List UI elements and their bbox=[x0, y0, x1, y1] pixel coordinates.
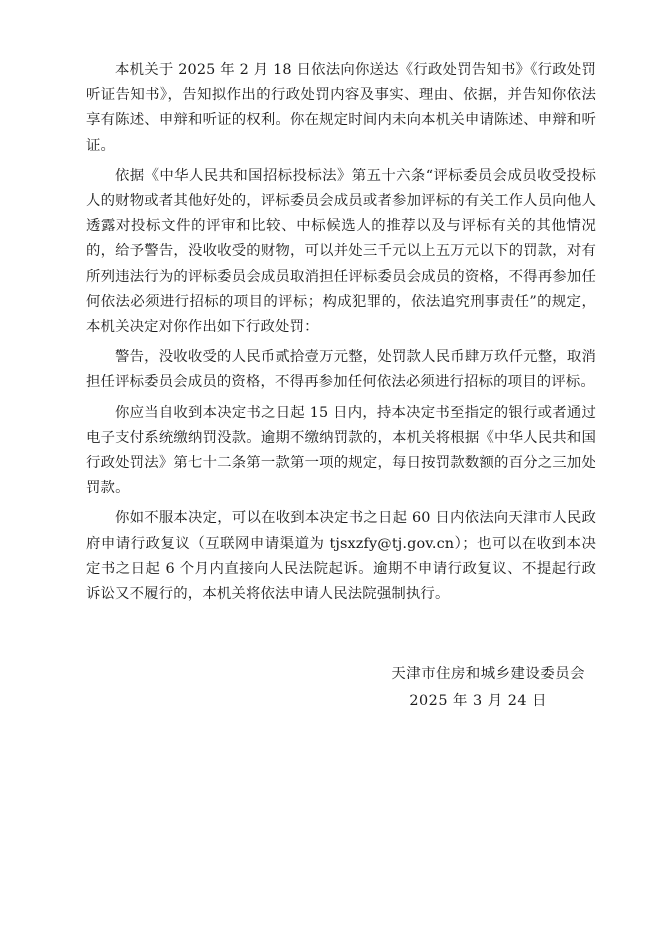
paragraph-notice-history: 本机关于 2025 年 2 月 18 日依法向你送达《行政处罚告知书》《行政处罚听证告知书》，告知拟作出的行政处罚内容及事实、理由、依据，并告知你依法享有陈述、申辩和听证的权利。你在规定时间内未向本机关申请陈述、申辩和听证。 bbox=[86, 62, 596, 154]
paragraph-appeal-rights: 你如不服本决定，可以在收到本决定书之日起 60 日内依法向天津市人民政府申请行政复议（互联网申请渠道为 tjsxzfy@tj.gov.cn）；也可以在收到本决定书之日起 6 个月内直接向人民法院起诉。逾期不申请行政复议、不提起行政诉讼又不履行的，本机关将依法申请人民法院强制执行。 bbox=[86, 510, 596, 603]
paragraph-penalty: 警告，没收收受的人民币贰拾壹万元整，处罚款人民币肆万玖仟元整，取消担任评标委员会成员的资格，不得再参加任何依法必须进行招标的项目的评标。 bbox=[86, 349, 596, 391]
paragraph-legal-basis: 依据《中华人民共和国招标投标法》第五十六条“评标委员会成员收受投标人的财物或者其他好处的，评标委员会成员或者参加评标的有关工作人员向他人透露对投标文件的评审和比较、中标候选人的推荐以及与评标有关的其他情况的，给予警告，没收收受的财物，可以并处三千元以上五万元以下的罚款，对有所列违法行为的评标委员会成员取消担任评标委员会成员的资格，不得再参加任何依法必须进行招标的项目的评标；构成犯罪的，依法追究刑事责任”的规定，本机关决定对你作出如下行政处罚： bbox=[86, 167, 596, 336]
issue-date: 2025 年 3 月 24 日 bbox=[409, 693, 547, 709]
signature-block bbox=[391, 661, 585, 715]
issuing-organization: 天津市住房和城乡建设委员会 bbox=[391, 666, 585, 682]
paragraph-payment: 你应当自收到本决定书之日起 15 日内，持本决定书至指定的银行或者通过电子支付系统缴纳罚没款。逾期不缴纳罚款的，本机关将根据《中华人民共和国行政处罚法》第七十二条第一款第一项的规定，每日按罚款数额的百分之三加处罚款。 bbox=[86, 404, 596, 497]
document-body bbox=[86, 58, 596, 612]
